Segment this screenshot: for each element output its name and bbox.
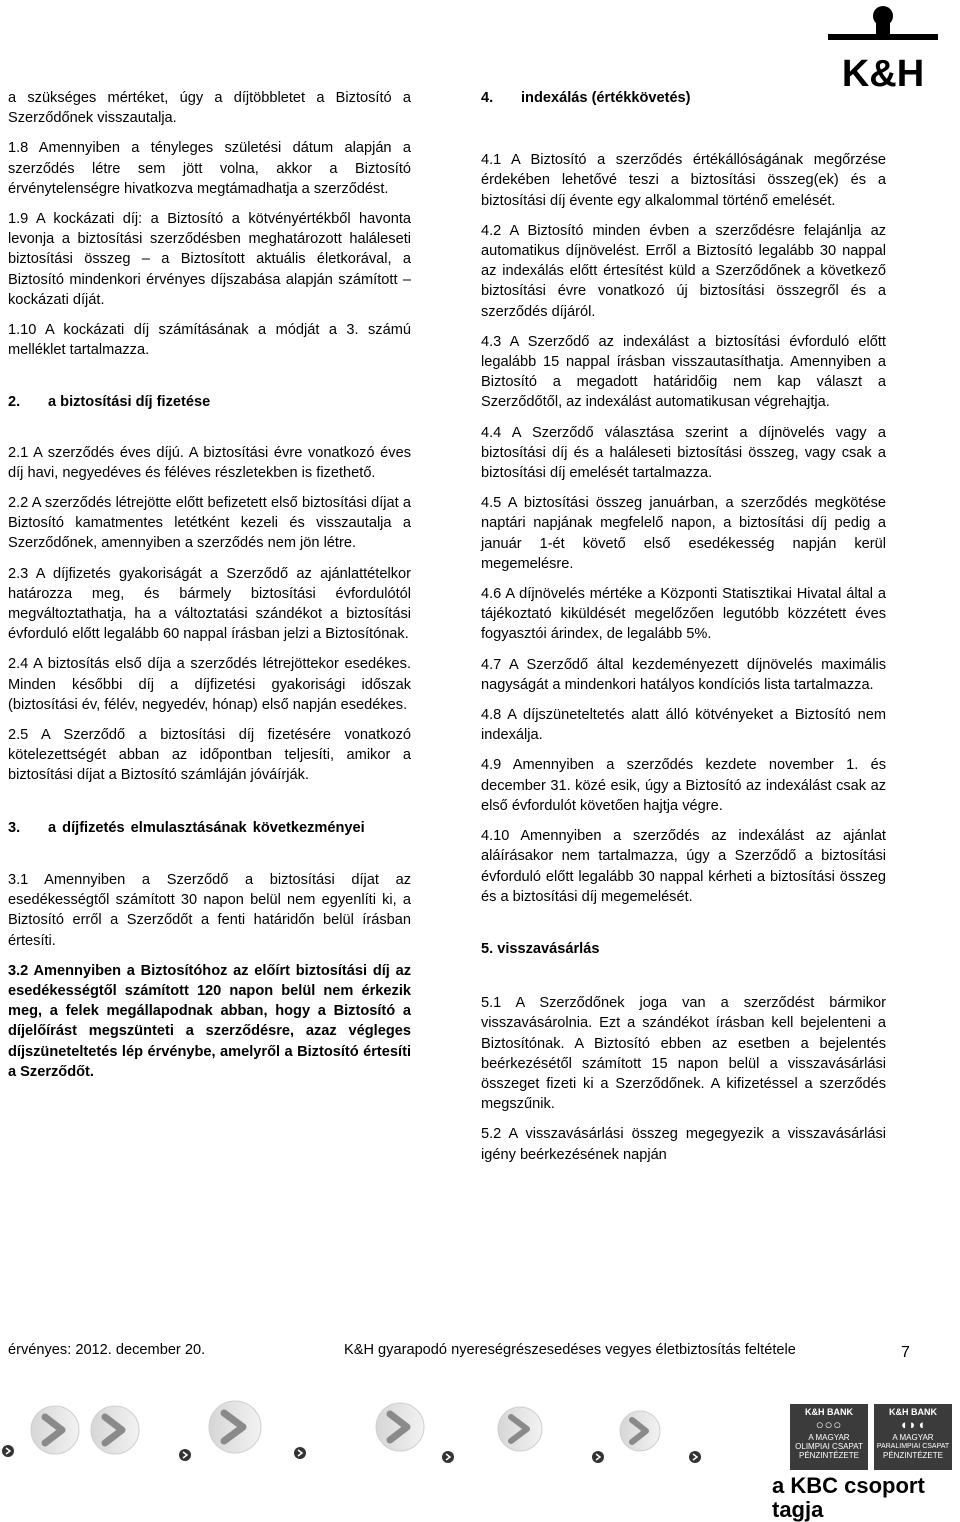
section-3-number: 3. (8, 819, 21, 836)
small-arrow-icon (294, 1447, 306, 1459)
paragraph-3-2: 3.2 Amennyiben a Biztosítóhoz az előírt biztosítási díj az esedékességtől számított 120 napon belül nem érkezik meg, a felek megállapodnak abban, hogy a Biztosító a díjelőírást megszünteti a szerződésre, azaz végleges díjszüneteltetés lép érvénybe, amelyről a Biztosító értesíti a Szerződőt. (8, 962, 411, 1080)
right-column (481, 88, 886, 1175)
paragraph-4-10: 4.10 Amennyiben a szerződés az indexálást az ajánlat aláírásakor nem tartalmazza, úgy a Szerződő a biztosítási évforduló előtt legalább 30 nappal kérheti a biztosítási összeg és a biztosítási díj megemelését. (481, 828, 886, 905)
olympic-rings-icon: ○○○ (815, 1417, 843, 1432)
badge-bank-name: K&H BANK (889, 1407, 937, 1417)
large-arrow-icon (376, 1403, 424, 1451)
small-arrow-icon (592, 1451, 604, 1463)
small-arrow-icon (179, 1449, 191, 1461)
paralympic-team-badge (874, 1404, 952, 1470)
footer-valid-date: érvényes: 2012. december 20. (8, 1342, 206, 1358)
kbc-group-slogan: a KBC csoport tagja (772, 1473, 925, 1522)
section-2-title: a biztosítási díj fizetése (48, 394, 211, 411)
paragraph-1-10: 1.10 A kockázati díj számításának a módját a 3. számú melléklet tartalmazza. (8, 322, 411, 359)
footer-document-title: K&H gyarapodó nyereségrészesedéses vegyes életbiztosítás feltétele (344, 1342, 796, 1358)
paragraph-4-7: 4.7 A Szerződő által kezdeményezett díjnövelés maximális nagyságát a mindenkori hatályos kondíciós lista tartalmazza. (481, 656, 886, 693)
section-4-number: 4. (481, 90, 494, 106)
paragraph-4-4: 4.4 A Szerződő választása szerint a díjnövelés vagy a biztosítási díj és a haláleseti biztosítási összeg, vagy csak a biztosítási díj emelését tartalmazza. (481, 424, 886, 482)
paragraph-continuation: a szükséges mértéket, úgy a díjtöbbletet a Biztosító a Szerződőnek visszautalja. (8, 90, 411, 127)
badge-line: PARALIMPIAI CSAPAT (876, 1443, 950, 1450)
badge-bank-name: K&H BANK (805, 1407, 853, 1417)
paragraph-1-9: 1.9 A kockázati díj: a Biztosító a kötvényértékből havonta levonja a biztosítási szerződésben meghatározott haláleseti biztosítási összeg – a Biztosított aktuális életkorával, a Biztosító mindenkori érvényes díjszabása alapján számított – kockázati díját. (8, 211, 411, 308)
badge-line: A MAGYAR (808, 1433, 850, 1442)
paragraph-4-5: 4.5 A biztosítási összeg januárban, a szerződés megkötése naptári napjának megfelelő napon, a biztosítási díj pedig a január 1-ét követő első esedékesség napján kerül megemelésre. (481, 495, 886, 572)
paragraph-4-2: 4.2 A Biztosító minden évben a szerződésre felajánlja az automatikus díjnövelést. Erről a Biztosító legalább 30 nappal az indexálás előtt értesítést küld a Szerződőnek a következő biztosítási évre vonatkozó új biztosítási összegről és a szerződés díjáról. (481, 222, 886, 320)
large-arrow-icon (31, 1406, 79, 1454)
paragraph-2-1: 2.1 A szerződés éves díjú. A biztosítási évre vonatkozó éves díj havi, negyedéves és féléves részletekben is fizethető. (8, 444, 411, 481)
paragraph-4-6: 4.6 A díjnövelés mértéke a Központi Statisztikai Hivatal által a tájékoztató kiküldését megelőzően legutóbb közzétett éves fogyasztói árindex, de legalább 5%. (481, 586, 886, 643)
paragraph-4-8: 4.8 A díjszüneteltetés alatt álló kötvényeket a Biztosító nem indexálja. (481, 707, 886, 744)
badge-line: PÉNZINTÉZETE (882, 1451, 943, 1460)
section-2-heading (8, 392, 411, 412)
large-arrow-icon (620, 1411, 660, 1451)
logo-text: K&H (841, 53, 925, 90)
small-arrow-icon (2, 1445, 14, 1457)
paragraph-4-1: 4.1 A Biztosító a szerződés értékállóságának megőrzése érdekében lehetővé teszi a biztosítási összeg(ek) és a biztosítási díj évente egy alkalommal történő emelését. (481, 152, 886, 209)
paragraph-2-4: 2.4 A biztosítás első díja a szerződés létrejöttekor esedékes. Minden későbbi díj a díjfizetési gyakorisági időszak (biztosítási év, félév, negyedév, hónap) első napján esedékes. (8, 656, 411, 713)
large-arrow-icon (91, 1406, 139, 1454)
large-arrow-icon (209, 1401, 261, 1453)
badge-line: OLIMPIAI CSAPAT (795, 1442, 863, 1451)
section-4-heading (481, 88, 886, 108)
logo-emblem-head (873, 6, 893, 26)
paralympic-symbol-icon: ◖◗◖ (899, 1417, 927, 1432)
paragraph-5-2: 5.2 A visszavásárlási összeg megegyezik a visszavásárlási igény beérkezésének napján (481, 1126, 886, 1163)
section-3-heading (8, 818, 411, 838)
paragraph-4-9: 4.9 Amennyiben a szerződés kezdete november 1. és december 31. közé esik, úgy a Biztosító az indexálást csak az első évfordulót követően hajtja végre. (481, 757, 886, 814)
paragraph-4-3: 4.3 A Szerződő az indexálást a biztosítási évforduló előtt legalább 15 nappal írásban visszautasíthatja. Amennyiben a Biztosító a megadott határidőig nem kap választ a Szerződőtől, az indexálást automatikusan végrehajtja. (481, 333, 886, 411)
section-2-number: 2. (8, 394, 21, 411)
kh-logo (812, 4, 954, 90)
section-4-title: indexálás (értékkövetés) (521, 90, 691, 106)
badge-line: A MAGYAR (892, 1433, 934, 1442)
paragraph-1-8: 1.8 Amennyiben a tényleges születési dátum alapján a szerződés létre sem jött volna, akkor a Biztosító érvénytelenségre hivatkozva megtámadhatja a szerződést. (8, 140, 411, 197)
paragraph-2-3: 2.3 A díjfizetés gyakoriságát a Szerződő az ajánlattételkor határozza meg, és bármely biztosítási évfordulótól megváltoztathatja, ha a változtatási szándékot a biztosítási évforduló előtt legalább 60 nappal írásban jelzi a Biztosítónak. (8, 565, 411, 643)
small-arrow-icon (442, 1451, 454, 1463)
paragraph-2-2: 2.2 A szerződés létrejötte előtt befizetett első biztosítási díjat a Biztosító kamatmentes letétként kezeli és visszautalja a Szerződőnek, amennyiben a szerződés nem jön létre. (8, 495, 411, 552)
badge-line: PÉNZINTÉZETE (798, 1451, 859, 1460)
paragraph-2-5: 2.5 A Szerződő a biztosítási díj fizetésére vonatkozó kötelezettségét abban az időpontban teljesíti, amikor a biztosítási díjat a Biztosító számláján jóváírják. (8, 727, 411, 784)
paragraph-3-1: 3.1 Amennyiben a Szerződő a biztosítási díjat az esedékességtől számított 30 napon belül nem egyenlíti ki, a Biztosító erről a Szerződőt a fenti határidőn belül írásban értesíti. (8, 871, 411, 949)
page-footer (8, 1340, 952, 1362)
section-3-title: a díjfizetés elmulasztásának következményei (48, 819, 365, 836)
large-arrow-icon (498, 1407, 542, 1451)
olympic-team-badge (790, 1404, 868, 1470)
small-arrow-icon (689, 1451, 701, 1463)
section-5-heading: 5. visszavásárlás (481, 940, 600, 957)
page-number: 7 (901, 1344, 910, 1361)
paragraph-5-1: 5.1 A Szerződőnek joga van a szerződést bármikor visszavásárolnia. Ezt a szándékot írásban kell bejelenteni a Biztosítónak. A Biztosító ebben az esetben a bejelentés beérkezésétől számított 15 napon belül a visszavásárlási összeget fizeti ki a Szerződőnek. A kifizetéssel a szerződés megszűnik. (481, 995, 886, 1113)
left-column (8, 88, 411, 1092)
